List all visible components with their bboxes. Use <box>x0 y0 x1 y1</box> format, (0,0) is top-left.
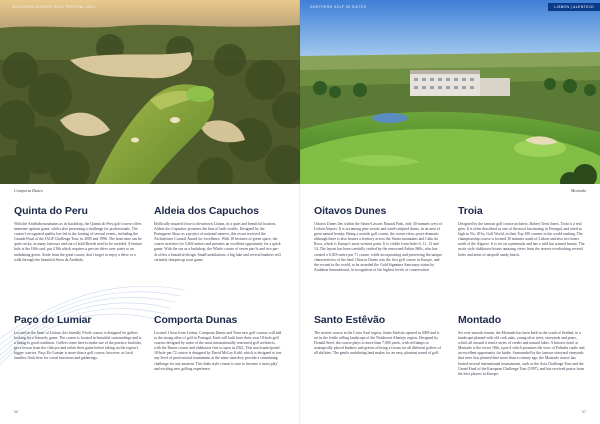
section-title: Troia <box>458 205 483 217</box>
section-santo-estevao <box>314 314 442 356</box>
section-montado <box>458 314 586 377</box>
section-title: Santo Estêvão <box>314 314 386 326</box>
section-title: Oitavos Dunes <box>314 205 387 217</box>
location-tag: LISBON | ALENTEJO <box>548 3 600 11</box>
section-aldeia-dos-capuchos <box>154 205 282 263</box>
section-paco-do-lumiar <box>14 314 142 362</box>
section-title: Montado <box>458 314 502 326</box>
section-body: Oitavos Dunes lies within the Sintra-Cascais Natural Park, only 30 minutes west of Lisbon Airport. It is set among pine woods and wind-sculpted dunes, in an area of great natural beauty. Being a seaside golf course, the ocean views prove dramatic although there is also houses a territory across the Sintra mountains and Cabo da Roca, which is Europe's most western point. It is visible from holes 6, 11, 13 and 14. The layout has been carefully crafted by the renowned Arthur Hills, who has created a 6,303-metre par 71 course, while incorporating and preserving the unique characteristics of the land. Oitavos Dunes was the first golf course in Europe, and the second in the world, to be awarded the Gold Signature Sanctuary status by Audubon International, in recognition of the highest levels of conservation. <box>314 222 442 272</box>
hero-photo-montado <box>300 0 600 184</box>
section-body: Located 1 hour from Lisbon, Comporta Dunas and Terra new golf courses will add to the strong offer of golf in Portugal. Each will both have their own 18-hole golf courses designed by some of the most internationally renowned golf architects, with the Dunas course and clubhouse first to open in 2022. This much anticipated 18-hole par-72 course is designed by David McLay Kidd, which is designed to test any level of professional tournament at the same time they provide a stimulating challenge for any amateur. This links style course is sure to become a 'must play' and exciting new golfing experience. <box>154 331 282 371</box>
section-title: Paço do Lumiar <box>14 314 92 326</box>
section-body: Designed by the famous golf course architect, Robert Trent Jones, Troia is a real gem. It is often described as one of the most fascinating in Portugal, and rated as high as No. 29 by Golf World, in their Top 100 courses in the world ranking. The championship course is located 30 minutes south of Lisbon and also two hours north of the Algarve. It is set on a peninsula and has a wild but natural beauty. The rustic style clubhouse boasts amazing views from the terrace overlooking several holes and areas of unspoilt sandy beach. <box>458 222 585 257</box>
page-header: NORTHERN GOLF 50 SUITES <box>310 5 367 9</box>
page-number: 66 <box>14 410 18 414</box>
photo-caption: Montado <box>570 188 586 193</box>
section-body: With the Arrábida mountains as its backdrop, the Quinta do Peru golf course offers immense upfront game, whilst also presenting a challenge for professionals. The course's recognised quality has led to the hosting of several events, including the Grande Final of the IAGP Challenge Tour, in 2005 and 1996. The front nine can be quite tricky, as many fairways and out of bold Breeds need to be avoided. A feature hole is the 18th card, par 4 8th which requires a precise drive over water to an undulating green. Aside from the great course, don't forget to enjoy a drive or a walk through the beautiful Serra da Arrábida. <box>14 222 142 262</box>
section-oitavos-dunes <box>314 205 442 273</box>
section-title: Quinta do Peru <box>14 205 88 217</box>
section-troia <box>458 205 586 258</box>
section-quinta-do-peru <box>14 205 142 263</box>
photo-caption: Comporta Dunes <box>14 188 43 193</box>
section-body: Set over smooth terrain, the Montado has been built in the south of Setúbal, in a landscape planted with old cork oaks, young olive trees, vineyards and pines, which all around it tend a series of creeks and natural lakes. A historic hotel at Montado is the secret 18th, a par-4 which promises the view of Palmela castle and an excellent opportunity for birdie. Surrounded by the famous vineyard vineyards that were first planted here more than a century ago, the Montado course has hosted several international tournaments, such as the Asia Challenge Tour and the Grand Final of the European Challenge Tour (1997), and has received praise from the best players in Europe. <box>458 331 585 376</box>
golf-course-aerial-image <box>0 0 300 184</box>
section-body: The newest course in the Costa Azul region, Santo Estêvão opened in 2009 and is set in the fertile rolling landscape of the Northwest Alentejo region. Designed by Donald Steel, the course plays to more than 7,000 yards, with red lamps to strategically placed bunkers and greens offering a forum for all different golfers of all abilities. The gentle undulating land makes for an easy, pleasant round of golf. <box>314 331 441 356</box>
section-comporta-dunas <box>154 314 282 372</box>
page-number: 67 <box>582 410 586 414</box>
section-title: Comporta Dunas <box>154 314 238 326</box>
hero-photo-comporta-dunes <box>0 0 300 184</box>
section-title: Aldeia dos Capuchos <box>154 205 259 217</box>
right-page <box>300 0 600 424</box>
section-body: Idyllically situated close to downtown Lisbon, in a quiet and beautiful location, Aldeia dos Capuchos promises the best of both worlds. Designed by the Portuguese Shaw as a project of national interest, this resort received the Architecture Council Award for excellence. With 18 hectares of green space, the course stretches for 5,602 metres and presents an excellent opportunity for a quick game. With the sea as a backdrop, the Whole course of seven par-3s and two par-4s offers a beautiful design. Small undulations, a big lake and several bunkers will certainly sharpen up your game. <box>154 222 281 262</box>
section-body: Located in the heart of Lisbon, this friendly 9-hole course is designed for golfers looking for a leisurely game. The course is located in beautiful surroundings and is a fitting to good condition. Golfers come here to make use of the practice facilities, get a lesson from the club pro and refine their game before taking on the region's bigger courses. Paço Do Lumiar is more than a golf course, however, as local families flock here for social functions and gatherings. <box>14 331 142 361</box>
golf-resort-aerial-image <box>300 0 600 184</box>
page-header: SOUTHERN EUROPE GOLF FESTIVAL 2024 <box>12 5 96 9</box>
page-gutter-shadow <box>299 0 301 424</box>
